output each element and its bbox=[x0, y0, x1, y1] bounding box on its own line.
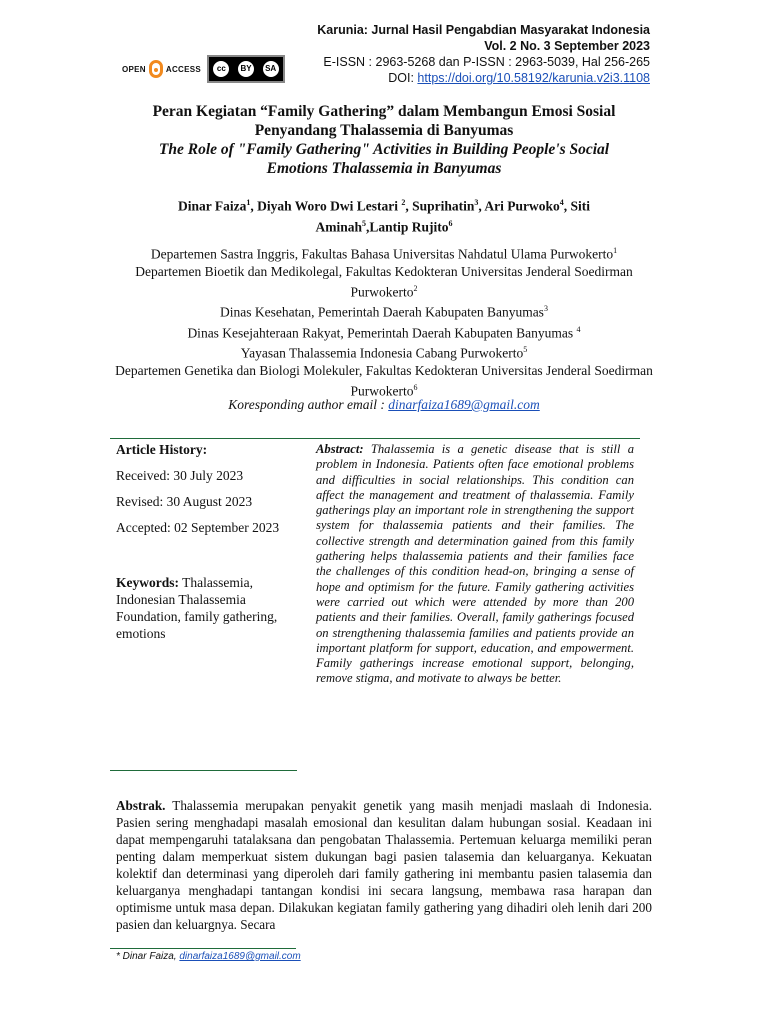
footnote-author: Dinar Faiza, bbox=[122, 951, 180, 962]
author: Siti Aminah bbox=[315, 198, 591, 234]
affiliation: Departemen Sastra Inggris, Fakultas Bahasa Universitas Nahdatul Ulama Purwokerto$^1$ bbox=[150, 246, 618, 262]
journal-name: Karunia: Jurnal Hasil Pengabdian Masyarakat Indonesia bbox=[317, 23, 650, 37]
license-logos bbox=[122, 55, 285, 83]
author-sup: 2 bbox=[401, 198, 406, 207]
paper-title bbox=[110, 102, 658, 178]
journal-issue: Vol. 2 No. 3 September 2023 bbox=[484, 39, 650, 53]
author-list: Dinar Faiza$^1$, Diyah Woro Dwi Lestari $^2$, Suprihatin$^3$, Ari Purwoko$^4$, Siti Aminah$^5$,Lantip Rujito$^6$ bbox=[177, 198, 591, 234]
footnote-marker: * bbox=[116, 951, 123, 962]
abstract-english bbox=[316, 442, 634, 687]
open-lock-icon bbox=[149, 60, 163, 78]
footnote-divider bbox=[110, 948, 296, 949]
abstract-text: Thalassemia is a genetic disease that is still a problem in Indonesia. Patients often face emotional problems and difficulties in social relationships. This condition can affect the management and treatment of thalassemia. Family gatherings play an important role in strengthening the support system for thalassemia patients and their families. The collective strength and determination gained from this family gathering helps thalassemia patients and their families face the challenges of this condition head-on, bringing a sense of hope and optimism for the future. Family gathering activities were carried out which were attended by more than 200 patients and their families. Overall, family gatherings focused on strengthening thalassemia families and patients provide an important platform for support, education, and empowerment. Family gatherings increase emotional support, belonging, remove stigma, and motivate to always be better. bbox=[316, 442, 634, 686]
author-sup: 6 bbox=[448, 218, 453, 228]
affiliation: Dinas Kesejahteraan Rakyat, Pemerintah Daerah Kabupaten Banyumas $^4$ bbox=[187, 324, 581, 340]
open-access-right: ACCESS bbox=[165, 64, 202, 74]
author-sup: 3 bbox=[474, 198, 479, 207]
affiliation: Departemen Genetika dan Biologi Molekuler, Fakultas Kedokteran Universitas Jenderal Soedirman Purwokerto$^6$ bbox=[115, 362, 653, 398]
author: Diyah Woro Dwi Lestari bbox=[257, 198, 402, 214]
doi-label: DOI: bbox=[388, 71, 418, 85]
author: Dinar Faiza bbox=[177, 198, 247, 214]
keywords bbox=[116, 574, 296, 642]
open-access-logo bbox=[122, 60, 201, 78]
affiliation: Dinas Kesehatan, Pemerintah Daerah Kabupaten Banyumas$^3$ bbox=[220, 304, 548, 320]
author-sup: 5 bbox=[361, 218, 366, 228]
article-history bbox=[116, 442, 306, 546]
affiliation: Yayasan Thalassemia Indonesia Cabang Purwokerto$^5$ bbox=[240, 345, 528, 361]
revised-date: Revised: 30 August 2023 bbox=[116, 494, 253, 509]
abstract-label: Abstract: bbox=[316, 442, 364, 456]
open-access-left: OPEN bbox=[122, 64, 146, 74]
keywords-divider bbox=[110, 770, 297, 771]
author-sup: 4 bbox=[559, 198, 564, 207]
author-sup: 1 bbox=[246, 198, 251, 207]
corr-label: Koresponding author email : bbox=[228, 397, 389, 412]
keywords-label: Keywords: bbox=[116, 575, 179, 590]
journal-issn: E-ISSN : 2963-5268 dan P-ISSN : 2963-5039, Hal 256-265 bbox=[323, 55, 650, 69]
doi-link[interactable]: https://doi.org/10.58192/karunia.v2i3.1108 bbox=[417, 71, 650, 85]
keywords-text: Thalassemia, Indonesian Thalassemia Foundation, family gathering, emotions bbox=[116, 575, 278, 641]
corresponding-author bbox=[110, 397, 658, 413]
by-icon: BY bbox=[238, 61, 254, 77]
footnote-email-link[interactable]: dinarfaiza1689@gmail.com bbox=[179, 951, 301, 962]
journal-header bbox=[317, 22, 650, 86]
history-heading: Article History: bbox=[116, 442, 208, 457]
abstract-indonesian bbox=[116, 797, 652, 933]
title-en-line2: Emotions Thalassemia in Banyumas bbox=[266, 160, 502, 177]
cc-icon: cc bbox=[213, 61, 229, 77]
author: Suprihatin bbox=[412, 198, 475, 214]
sa-icon: SA bbox=[263, 61, 279, 77]
title-id-line2: Penyandang Thalassemia di Banyumas bbox=[254, 122, 514, 139]
author: Lantip Rujito bbox=[369, 219, 449, 234]
cc-license-badge[interactable] bbox=[207, 55, 285, 83]
corr-email-link[interactable]: dinarfaiza1689@gmail.com bbox=[388, 397, 540, 412]
journal-doi bbox=[317, 70, 650, 86]
section-divider bbox=[110, 438, 640, 439]
received-date: Received: 30 July 2023 bbox=[116, 468, 244, 483]
author: Ari Purwoko bbox=[484, 198, 560, 214]
title-en-line1: The Role of "Family Gathering" Activities in Building People's Social bbox=[158, 141, 610, 158]
accepted-date: Accepted: 02 September 2023 bbox=[116, 520, 280, 535]
footnote bbox=[116, 951, 301, 962]
affiliation: Departemen Bioetik dan Medikolegal, Fakultas Kedokteran Universitas Jenderal Soedirman Purwokerto$^2$ bbox=[135, 263, 633, 299]
affiliation-list bbox=[110, 242, 658, 399]
abstrak-text: Thalassemia merupakan penyakit genetik yang masih menjadi maslaah di Indonesia. Pasien sering menghadapi masalah emosional dan kesulitan dalam hubungan sosial. Keadaan ini dapat mempengaruhi tatalaksana dan pengobatan Thalassemia. Pertemuan keluarga memiliki peran penting dalam memperkuat sistem dukungan bagi pasien talasemia dan keluarganya. Kekuatan kolektif dan determinasi yang diperoleh dari family gathering ini membantu pasien talasemia dan keluarganya menghadapi tantangan kondisi ini secara langsung, membawa rasa harapan dan optimisme untuk masa depan. Dilakukan kegiatan family gathering yang dihadiri oleh lenih dari 200 pasien dan keluargnya. Secara bbox=[116, 798, 652, 932]
title-id-line1: Peran Kegiatan “Family Gathering” dalam Membangun Emosi Sosial bbox=[152, 103, 616, 120]
abstrak-label: Abstrak. bbox=[116, 798, 166, 813]
